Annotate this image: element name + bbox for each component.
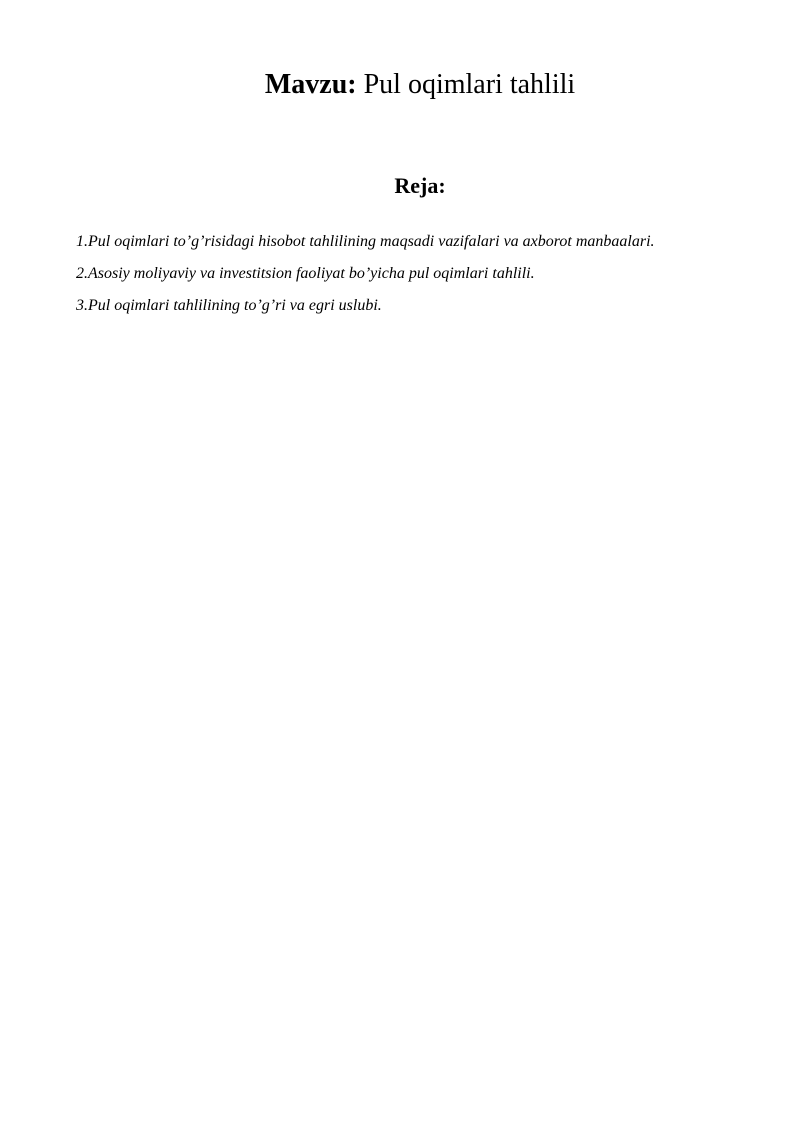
plan-item-1: 1.Pul oqimlari to’g’risidagi hisobot tahlilining maqsadi vazifalari va axborot manbaalari. [76,233,655,250]
plan-list [76,226,796,322]
plan-item-2: 2.Asosiy moliyaviy va investitsion faoliyat bo’yicha pul oqimlari tahlili. [76,265,535,282]
title-label: Mavzu: [264,69,357,100]
plan-item-3: 3.Pul oqimlari tahlilining to’g’ri va egri uslubi. [76,297,382,314]
title-text: Pul oqimlari tahlili [363,69,576,100]
plan-heading: Reja: [394,173,446,198]
page-title [0,67,800,103]
